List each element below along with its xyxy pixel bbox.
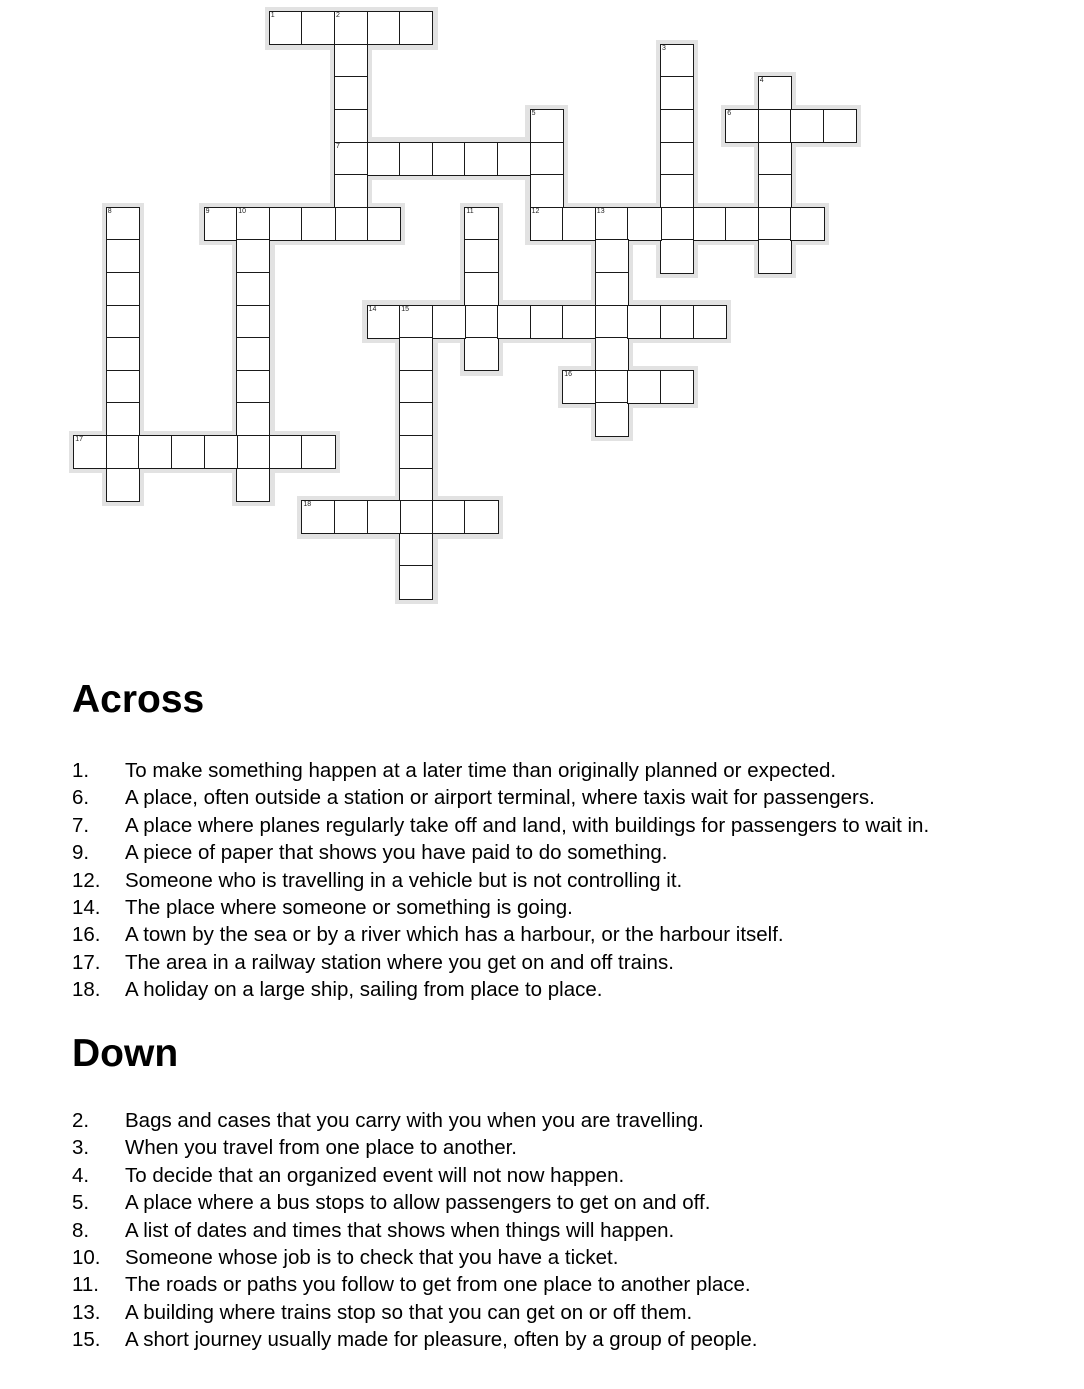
crossword-cell[interactable] (236, 272, 270, 306)
clue-number: 5. (72, 1191, 90, 1215)
clue-number-label: 8 (107, 207, 112, 215)
clue-text: To decide that an organized event will not now happen. (125, 1163, 625, 1187)
crossword-cell[interactable] (595, 207, 629, 241)
clue-text: Bags and cases that you carry with you when you are travelling. (125, 1109, 704, 1132)
crossword-cell[interactable] (399, 11, 433, 45)
crossword-cell[interactable] (399, 402, 433, 436)
crossword-cell[interactable] (530, 109, 564, 143)
clue-number: 8. (72, 1218, 90, 1242)
crossword-cell[interactable] (660, 207, 694, 241)
crossword-cell[interactable] (236, 305, 270, 339)
crossword-cell[interactable] (595, 305, 629, 339)
crossword-cell[interactable] (758, 109, 792, 143)
crossword-cell[interactable] (269, 11, 303, 45)
crossword-cell[interactable] (301, 11, 335, 45)
across-clue (72, 894, 929, 921)
crossword-cell[interactable] (660, 44, 694, 78)
clue-number: 10. (72, 1246, 101, 1270)
across-clue (72, 784, 929, 811)
clue-text: A place where a bus stops to allow passengers to get on and off. (125, 1191, 711, 1215)
crossword-cell[interactable] (236, 337, 270, 371)
clue-number-label: 7 (336, 142, 340, 150)
clue-number: 15. (72, 1328, 101, 1352)
crossword-cell[interactable] (432, 500, 466, 534)
down-clue (72, 1244, 757, 1271)
crossword-cell[interactable] (334, 142, 368, 176)
clue-number: 9. (72, 841, 90, 865)
crossword-cell[interactable] (106, 435, 140, 469)
crossword-cell[interactable] (236, 402, 270, 436)
down-clue (72, 1217, 757, 1244)
crossword-cell[interactable] (562, 370, 596, 404)
across-clue (72, 921, 929, 948)
down-clue (72, 1162, 757, 1189)
crossword-cell[interactable] (269, 207, 303, 241)
crossword-cell[interactable] (725, 207, 759, 241)
crossword-cell[interactable] (106, 337, 140, 371)
crossword-cell[interactable] (106, 370, 140, 404)
crossword-cell[interactable] (758, 142, 792, 176)
crossword-cell[interactable] (790, 207, 824, 241)
clue-number-label: 2 (336, 12, 340, 20)
down-clue (72, 1134, 757, 1161)
crossword-cell[interactable] (171, 435, 205, 469)
crossword-cell[interactable] (464, 305, 498, 339)
crossword-cell[interactable] (301, 435, 335, 469)
clue-number: 18. (72, 978, 101, 1002)
crossword-cell[interactable] (660, 76, 694, 110)
across-clue (72, 976, 929, 1003)
clue-number: 14. (72, 896, 101, 920)
crossword-cell[interactable] (660, 174, 694, 208)
clue-number: 17. (72, 950, 101, 974)
crossword-cell[interactable] (236, 370, 270, 404)
clue-text: The roads or paths you follow to get from one place to another place. (125, 1273, 751, 1297)
crossword-cell[interactable] (790, 109, 824, 143)
crossword-cell[interactable] (497, 305, 531, 339)
across-clue (72, 757, 929, 784)
down-clue (72, 1107, 757, 1134)
crossword-cell[interactable] (627, 370, 661, 404)
clue-number: 12. (72, 868, 101, 892)
crossword-cell[interactable] (399, 435, 433, 469)
clue-text: The area in a railway station where you get on and off trains. (125, 950, 674, 974)
down-clue (72, 1299, 757, 1326)
clue-text: When you travel from one place to another. (125, 1136, 518, 1160)
crossword-cell[interactable] (497, 142, 531, 176)
crossword-cell[interactable] (334, 174, 368, 208)
down-heading: Down (72, 1032, 179, 1075)
crossword-cell[interactable] (236, 239, 270, 273)
crossword-cell[interactable] (399, 305, 433, 339)
crossword-cell[interactable] (399, 500, 433, 534)
crossword-cell[interactable] (693, 305, 727, 339)
crossword-cell[interactable] (367, 11, 401, 45)
crossword-cell[interactable] (399, 533, 433, 567)
clue-number-label: 1 (270, 12, 275, 20)
crossword-cell[interactable] (562, 207, 596, 241)
crossword-cell[interactable] (464, 142, 498, 176)
crossword-cell[interactable] (595, 272, 629, 306)
crossword-cell[interactable] (464, 337, 498, 371)
crossword-cell[interactable] (334, 11, 368, 45)
clue-text: A place where planes regularly take off and land, with buildings for passengers to wait in. (125, 813, 930, 837)
clue-text: Someone whose job is to check that you have a ticket. (125, 1246, 619, 1270)
clue-number-label: 13 (596, 207, 605, 215)
crossword-cell[interactable] (73, 435, 107, 469)
crossword-cell[interactable] (334, 207, 368, 241)
down-clue (72, 1271, 757, 1298)
crossword-cell[interactable] (399, 468, 433, 502)
crossword-cell[interactable] (660, 142, 694, 176)
clue-number-label: 5 (531, 110, 536, 117)
down-clue-list (72, 1107, 757, 1354)
across-clue-list (72, 757, 929, 1004)
crossword-cell[interactable] (693, 207, 727, 241)
crossword-cell[interactable] (464, 207, 498, 241)
crossword-cell[interactable] (334, 500, 368, 534)
crossword-cell[interactable] (758, 239, 792, 273)
crossword-cell[interactable] (236, 435, 270, 469)
crossword-cell[interactable] (660, 109, 694, 143)
clue-number: 1. (72, 759, 90, 782)
clue-number-label: 16 (564, 370, 572, 378)
crossword-cell[interactable] (725, 109, 759, 143)
crossword-cell[interactable] (595, 337, 629, 371)
clue-number: 11. (72, 1273, 99, 1297)
crossword-cell[interactable] (138, 435, 172, 469)
crossword-cell[interactable] (106, 239, 140, 273)
crossword-cell[interactable] (301, 500, 335, 534)
clue-number-label: 6 (727, 110, 732, 117)
clue-text: Someone who is travelling in a vehicle but is not controlling it. (125, 868, 683, 892)
clue-number-label: 10 (238, 207, 246, 215)
crossword-cell[interactable] (758, 76, 792, 110)
clue-number: 6. (72, 786, 90, 810)
crossword-cell[interactable] (530, 174, 564, 208)
crossword-cell[interactable] (367, 305, 401, 339)
across-clue (72, 812, 929, 839)
clue-number-label: 11 (466, 207, 474, 215)
crossword-cell[interactable] (530, 305, 564, 339)
across-clue (72, 867, 929, 894)
crossword-cell[interactable] (399, 142, 433, 176)
crossword-cell[interactable] (595, 239, 629, 273)
crossword-cell[interactable] (399, 337, 433, 371)
across-clue (72, 839, 929, 866)
crossword-cell[interactable] (204, 207, 238, 241)
crossword-cell[interactable] (106, 402, 140, 436)
crossword-cell[interactable] (758, 174, 792, 208)
clue-number: 7. (72, 813, 90, 837)
clue-number-label: 17 (75, 436, 83, 443)
across-clue (72, 949, 929, 976)
clue-text: A list of dates and times that shows when things will happen. (125, 1218, 675, 1242)
clue-number: 16. (72, 923, 101, 947)
clue-number-label: 4 (759, 77, 764, 85)
clue-number-label: 3 (662, 44, 666, 52)
crossword-cell[interactable] (399, 370, 433, 404)
crossword-cell[interactable] (106, 468, 140, 502)
clue-text: A short journey usually made for pleasure, often by a group of people. (125, 1328, 758, 1352)
crossword-cell[interactable] (660, 370, 694, 404)
crossword-cell[interactable] (106, 305, 140, 339)
crossword-cell[interactable] (367, 207, 401, 241)
crossword-cell[interactable] (204, 435, 238, 469)
crossword-cell[interactable] (236, 468, 270, 502)
crossword-grid (0, 0, 1084, 620)
crossword-cell[interactable] (660, 239, 694, 273)
crossword-cell[interactable] (530, 142, 564, 176)
crossword-cell[interactable] (399, 565, 433, 599)
clue-number-label: 9 (205, 207, 210, 215)
crossword-cell[interactable] (627, 207, 661, 241)
clue-number-label: 18 (303, 501, 312, 509)
clue-number-label: 14 (368, 305, 377, 313)
clue-number-label: 15 (401, 305, 409, 313)
clue-number: 2. (72, 1109, 90, 1132)
crossword-cell[interactable] (758, 207, 792, 241)
crossword-cell[interactable] (530, 207, 564, 241)
crossword-cell[interactable] (367, 500, 401, 534)
clue-number: 13. (72, 1300, 101, 1324)
crossword-cell[interactable] (301, 207, 335, 241)
crossword-cell[interactable] (432, 305, 466, 339)
crossword-cell[interactable] (464, 239, 498, 273)
crossword-cell[interactable] (562, 305, 596, 339)
across-heading: Across (72, 678, 205, 721)
crossword-cell[interactable] (464, 500, 498, 534)
clue-number: 3. (72, 1136, 90, 1160)
clue-text: A piece of paper that shows you have paid to do something. (125, 841, 668, 865)
crossword-cell[interactable] (334, 76, 368, 110)
crossword-cell[interactable] (269, 435, 303, 469)
clue-text: A place, often outside a station or airport terminal, where taxis wait for passengers. (125, 786, 875, 810)
crossword-cell[interactable] (106, 207, 140, 241)
crossword-cell[interactable] (595, 370, 629, 404)
crossword-cell[interactable] (595, 402, 629, 436)
clue-number-label: 12 (531, 207, 540, 215)
clue-number: 4. (72, 1163, 90, 1187)
down-clue (72, 1326, 757, 1353)
clue-text: A building where trains stop so that you can get on or off them. (125, 1300, 693, 1324)
crossword-cell[interactable] (334, 109, 368, 143)
clue-text: A town by the sea or by a river which has a harbour, or the harbour itself. (125, 923, 784, 947)
crossword-cell[interactable] (367, 142, 401, 176)
crossword-cell[interactable] (334, 44, 368, 78)
crossword-cell[interactable] (823, 109, 857, 143)
clue-text: The place where someone or something is going. (125, 896, 573, 920)
clue-text: A holiday on a large ship, sailing from place to place. (125, 978, 603, 1002)
crossword-cell[interactable] (660, 305, 694, 339)
crossword-cell[interactable] (106, 272, 140, 306)
crossword-cell[interactable] (627, 305, 661, 339)
down-clue (72, 1189, 757, 1216)
crossword-cell[interactable] (236, 207, 270, 241)
crossword-cell[interactable] (464, 272, 498, 306)
clue-text: To make something happen at a later time than originally planned or expected. (125, 759, 837, 782)
crossword-cell[interactable] (432, 142, 466, 176)
